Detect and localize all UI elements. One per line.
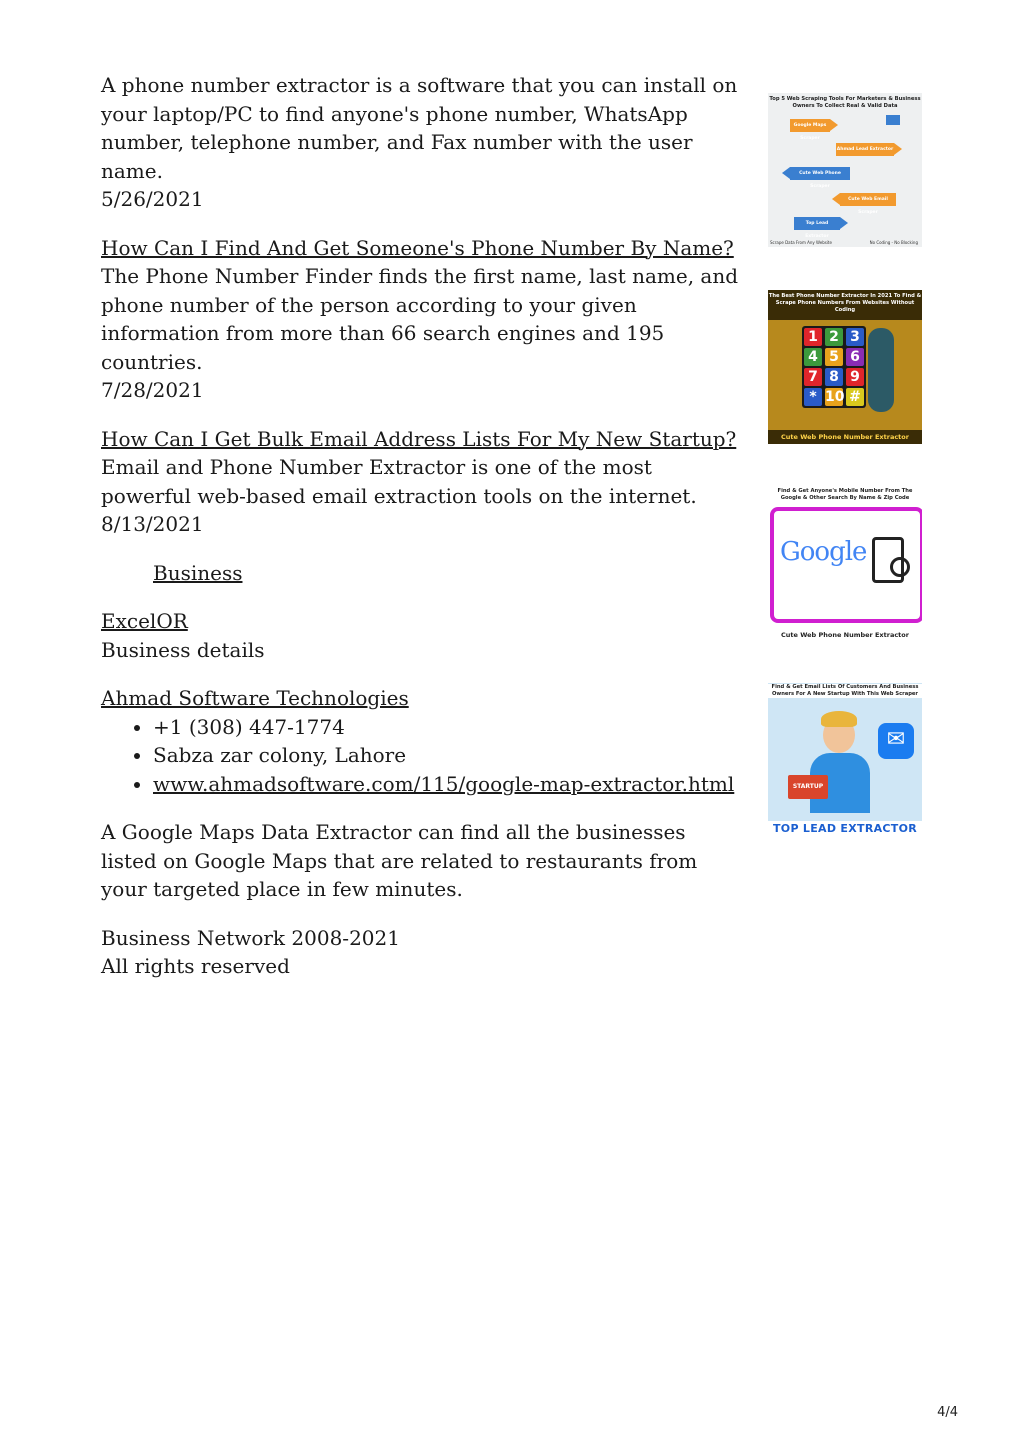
key-label: # — [846, 388, 864, 406]
footer-rights: All rights reserved — [101, 954, 290, 978]
key-label: 3 — [846, 328, 864, 346]
intro-date: 5/26/2021 — [101, 187, 204, 211]
arrow-label: Cute Web Email Scraper — [840, 193, 896, 206]
company-website-item — [153, 770, 741, 799]
site-link-excelor[interactable]: ExcelOR — [101, 609, 188, 633]
phone-handset-icon — [868, 328, 894, 412]
thumb-web-scraping-tools[interactable] — [768, 93, 922, 247]
key-label: 2 — [825, 328, 843, 346]
category-link-business[interactable]: Business — [153, 560, 243, 585]
footer-block — [101, 924, 741, 981]
thumb-brand: Cute Web Phone Number Extractor — [781, 433, 909, 441]
site-subtitle: Business details — [101, 637, 265, 662]
logo-icon — [886, 115, 900, 125]
arrow-label: Ahmad Lead Extractor — [836, 143, 894, 156]
article-text: The Phone Number Finder finds the first name, last name, and phone number of the person according to your given information from more than 66 search engines and 195 countries. — [101, 264, 739, 374]
company-address: • Sabza zar colony, Lahore — [153, 741, 741, 770]
page-number: 4/4 — [937, 1405, 958, 1420]
keypad — [802, 326, 866, 408]
startup-badge: STARTUP — [788, 775, 828, 799]
key-label: 1 — [804, 328, 822, 346]
article-text: Email and Phone Number Extractor is one of the most powerful web-based email extraction tools on the internet. — [101, 455, 697, 508]
key-label: 7 — [804, 368, 822, 386]
magnifier-icon — [890, 557, 910, 577]
key-label: 6 — [846, 348, 864, 366]
arrow-label: Google Maps Scraper — [790, 119, 830, 132]
thumb-title: The Best Phone Number Extractor In 2021 To Find & Scrape Phone Numbers From Websites Without Coding — [768, 293, 922, 313]
thumb-top-lead-extractor[interactable] — [768, 683, 922, 837]
thumb-title: Top 5 Web Scraping Tools For Marketers & Business Owners To Collect Real & Valid Data — [769, 96, 921, 109]
thumb-brand: Cute Web Phone Number Extractor — [781, 631, 909, 639]
company-phone: • +1 (308) 447-1774 — [153, 713, 741, 742]
site-block — [101, 607, 741, 664]
article-date: 7/28/2021 — [101, 378, 204, 402]
key-label: 4 — [804, 348, 822, 366]
thumb-foot-left: Scrape Data From Any Website — [770, 240, 832, 245]
google-logo: Google — [780, 537, 867, 567]
article-block-phone-by-name — [101, 234, 741, 405]
thumb-phone-number-extractor[interactable] — [768, 290, 922, 444]
footer-copyright: Business Network 2008-2021 — [101, 925, 400, 950]
article-link-phone-by-name[interactable]: How Can I Find And Get Someone's Phone Number By Name? — [101, 235, 734, 260]
description: A Google Maps Data Extractor can find all the businesses listed on Google Maps that are related to restaurants from your targeted place in few minutes. — [101, 820, 698, 901]
key-label: 10 — [825, 389, 845, 405]
article-link-bulk-email[interactable]: How Can I Get Bulk Email Address Lists For My New Startup? — [101, 426, 737, 451]
thumb-google-search[interactable] — [768, 487, 922, 641]
thumb-brand: TOP LEAD EXTRACTOR — [768, 821, 922, 837]
company-contacts — [101, 713, 741, 799]
mail-icon: ✉ — [878, 723, 914, 759]
category-block — [101, 559, 741, 588]
key-label: 8 — [825, 368, 843, 386]
intro-text: A phone number extractor is a software that you can install on your laptop/PC to find anyone's phone number, WhatsApp number, telephone number, and Fax number with the user name. — [101, 73, 738, 183]
arrow-label: Cute Web Phone Scraper — [790, 167, 850, 180]
key-label: 9 — [846, 368, 864, 386]
arrow-label: Top Lead Extractor — [794, 217, 840, 230]
thumb-title: Find & Get Anyone's Mobile Number From The Google & Other Search By Name & Zip Code — [777, 488, 913, 501]
intro-block — [101, 71, 741, 214]
thumb-foot-right: No Coding - No Blocking — [869, 240, 918, 245]
main-content — [101, 71, 741, 1001]
person-hair — [821, 711, 857, 727]
company-link[interactable]: Ahmad Software Technologies — [101, 686, 409, 710]
company-block — [101, 684, 741, 713]
key-label: 5 — [825, 348, 843, 366]
article-date: 8/13/2021 — [101, 512, 204, 536]
key-label: * — [804, 388, 822, 406]
google-frame — [770, 507, 922, 623]
thumb-title: Find & Get Email Lists Of Customers And Business Owners For A New Startup With This Web Scraper — [768, 684, 922, 698]
company-website-link[interactable]: www.ahmadsoftware.com/115/google-map-extractor.html — [153, 771, 735, 796]
article-block-bulk-email — [101, 425, 741, 539]
